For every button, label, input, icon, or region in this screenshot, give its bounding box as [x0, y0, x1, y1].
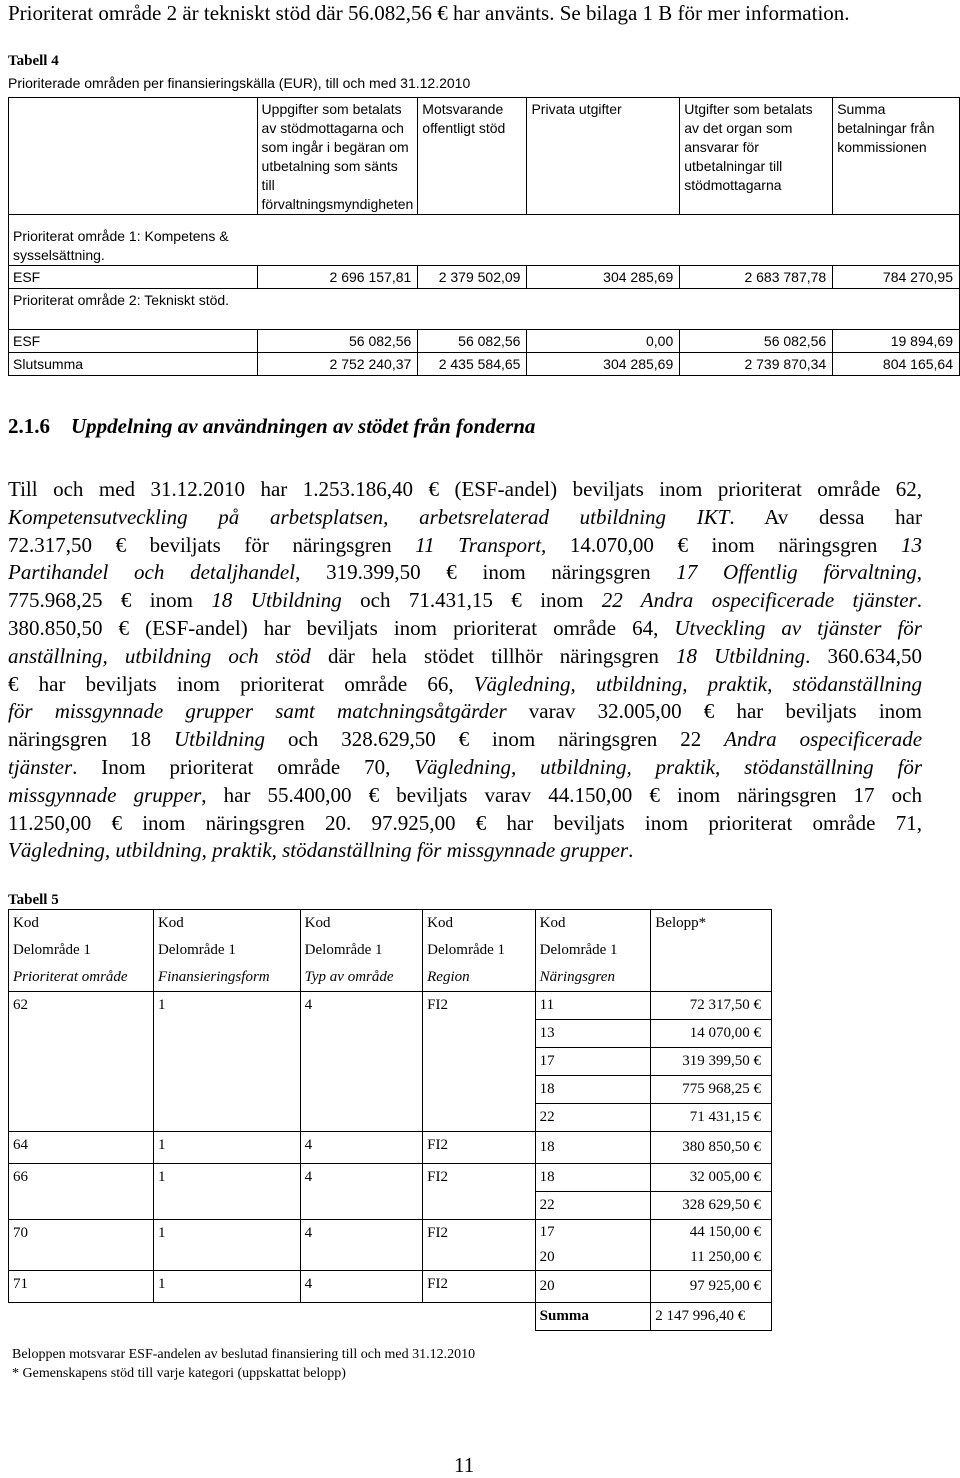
table5-row — [9, 1220, 772, 1271]
table4-row — [9, 289, 960, 330]
table5-cell: 1 — [153, 1220, 300, 1271]
body-text: . Av dessa har — [729, 504, 922, 529]
table5-cell: 1 — [153, 992, 300, 1132]
table5-header-row — [9, 964, 772, 992]
table4-spacer — [9, 215, 960, 226]
table5-row — [9, 1271, 772, 1303]
intro-paragraph: Prioriterat område 2 är tekniskt stöd där 56.082,56 € har använts. Se bilaga 1 B för mer information. — [8, 1, 850, 25]
table4-spacer-row — [9, 215, 960, 226]
table5-cell: 70 — [9, 1220, 154, 1271]
table5-amount-cell: 97 925,00 € — [651, 1271, 772, 1303]
table5-sector-cell: 11 — [535, 992, 651, 1020]
table5-header-cell: Delområde 1 — [535, 937, 651, 964]
table5-amount-cell: 328 629,50 € — [651, 1192, 772, 1220]
table5-sector-cell: 18 — [535, 1164, 651, 1192]
page-number: 11 — [454, 1453, 475, 1477]
body-italic-text: missgynnade grupper — [8, 782, 202, 807]
table5-amount-cell: 71 431,15 € — [651, 1104, 772, 1132]
body-text: , — [916, 560, 922, 585]
table5-amount-cell: 72 317,50 € — [651, 992, 772, 1020]
table5-header-cell: Prioriterat område — [9, 964, 154, 992]
table5-header-cell — [651, 964, 772, 992]
section-heading: 2.1.6 Uppdelning av användningen av stödet från fonderna — [8, 414, 536, 438]
body-text: 775.968,25 € inom — [8, 588, 212, 613]
table5-cell: 4 — [300, 1220, 422, 1271]
table4-row — [9, 225, 960, 266]
body-line — [8, 532, 922, 560]
body-text: , 319.399,50 € inom näringsgren — [295, 560, 677, 585]
table5-cell: 1 — [153, 1271, 300, 1303]
table5-row — [9, 992, 772, 1020]
table5-sector-cell: 20 — [535, 1271, 651, 1303]
table4-value-cell: 2 752 240,37 — [257, 353, 418, 376]
body-text: där hela stödet tillhör näringsgren — [310, 643, 676, 668]
body-paragraph — [8, 476, 922, 865]
table5-header-cell: Kod — [300, 910, 422, 938]
table4-row — [9, 266, 960, 289]
table5-amount-cell: 319 399,50 € — [651, 1048, 772, 1076]
table5-cell: FI2 — [423, 1132, 536, 1164]
body-text: . — [628, 838, 634, 863]
table4-row-label: Slutsumma — [9, 353, 258, 376]
table4-value-cell: 2 683 787,78 — [680, 266, 833, 289]
table5-header-cell: Typ av område — [300, 964, 422, 992]
body-text: . — [916, 588, 922, 613]
table4-header-cell: Motsvarande offentligt stöd — [418, 98, 527, 215]
table5-amount-cell: 14 070,00 € — [651, 1020, 772, 1048]
body-italic-text: Andra ospecificerade — [724, 727, 923, 752]
table5-header-row — [9, 910, 772, 938]
table5-cell: 71 — [9, 1271, 154, 1303]
table4-row-label: ESF — [9, 266, 258, 289]
table4-value-cell: 2 435 584,65 — [418, 353, 527, 376]
table4-header-cell: Summa betalningar från kommissionen — [833, 98, 960, 215]
body-text: 380.850,50 € (ESF-andel) har beviljats inom prioriterat område 64, — [8, 615, 675, 640]
table5-cell: 4 — [300, 1271, 422, 1303]
table5-sector-cell: 22 — [535, 1104, 651, 1132]
table5-cell: 66 — [9, 1164, 154, 1220]
body-line — [8, 559, 922, 587]
table4-header-row — [9, 98, 960, 215]
table4-value-cell: 2 739 870,34 — [680, 353, 833, 376]
table5 — [8, 909, 772, 1331]
body-text: . Inom prioriterat område 70, — [72, 754, 415, 779]
footnote-2: * Gemenskapens stöd till varje kategori (uppskattat belopp) — [12, 1366, 346, 1381]
body-line — [8, 476, 922, 504]
table5-cell: FI2 — [423, 1271, 536, 1303]
body-text: , har 55.400,00 € beviljats varav 44.150,00 € inom näringsgren 17 och — [201, 782, 922, 807]
body-italic-text: Utbildning — [174, 727, 266, 752]
table4-header-cell: Uppgifter som betalats av stödmottagarna och som ingår i begäran om utbetalning som sänts till förvaltningsmyndigheten — [257, 98, 418, 215]
table5-cell: 1 — [153, 1164, 300, 1220]
body-italic-text: Vägledning, utbildning, praktik, stödanställning — [473, 671, 922, 696]
table5-header-cell: Kod — [9, 910, 154, 938]
table4-value-cell: 784 270,95 — [833, 266, 960, 289]
table4-value-cell: 56 082,56 — [680, 330, 833, 353]
body-line — [8, 810, 922, 838]
table5-header-cell: Kod — [153, 910, 300, 938]
table5-header-cell: Finansieringsform — [153, 964, 300, 992]
body-italic-text: 18 Utbildning — [211, 588, 342, 613]
body-italic-text: Utveckling av tjänster för — [674, 615, 922, 640]
table5-header-cell: Belopp* — [651, 910, 772, 938]
footnote-1: Beloppen motsvarar ESF-andelen av beslutad finansiering till och med 31.12.2010 — [12, 1347, 476, 1362]
body-text: 11.250,00 € inom näringsgren 20. 97.925,00 € har beviljats inom prioriterat område 71, — [8, 810, 922, 835]
table5-cell: FI2 — [423, 1164, 536, 1220]
table5-amount-cell: 32 005,00 € — [651, 1164, 772, 1192]
table5-header-cell: Kod — [423, 910, 536, 938]
table5-header-cell: Delområde 1 — [423, 937, 536, 964]
body-line — [8, 726, 922, 754]
table5-sector-cell: 17 20 — [535, 1220, 651, 1271]
table4-section-label: Prioriterat område 1: Kompetens & sysselsättning. — [9, 225, 258, 266]
table5-header-cell: Kod — [535, 910, 651, 938]
table4-value-cell: 2 379 502,09 — [418, 266, 527, 289]
table4-value-cell: 804 165,64 — [833, 353, 960, 376]
table5-amount-cell: 44 150,00 € 11 250,00 € — [651, 1220, 772, 1271]
table5-header-row — [9, 937, 772, 964]
body-italic-text: 13 — [900, 532, 922, 557]
table5-row — [9, 1132, 772, 1164]
body-italic-text: Partihandel och detaljhandel — [8, 560, 296, 585]
table5-sector-cell: 22 — [535, 1192, 651, 1220]
table5-total-label: Summa — [535, 1303, 651, 1331]
table5-sector-cell: 13 — [535, 1020, 651, 1048]
body-text: och 328.629,50 € inom näringsgren 22 — [265, 727, 725, 752]
table5-amount-cell: 380 850,50 € — [651, 1132, 772, 1164]
table4-section-fill — [257, 225, 959, 266]
body-line — [8, 698, 922, 726]
body-line — [8, 782, 922, 810]
table5-amount-cell: 775 968,25 € — [651, 1076, 772, 1104]
table4-header-cell: Privata utgifter — [527, 98, 680, 215]
table5-cell: 4 — [300, 1164, 422, 1220]
table4-value-cell: 0,00 — [527, 330, 680, 353]
table4-value-cell: 304 285,69 — [527, 266, 680, 289]
body-italic-text: Vägledning, utbildning, praktik, stödanställning för missgynnade grupper — [8, 838, 629, 863]
table5-header-cell: Region — [423, 964, 536, 992]
table5-total-value: 2 147 996,40 € — [651, 1303, 772, 1331]
table5-cell: 1 — [153, 1132, 300, 1164]
table5-sector-cell: 17 — [535, 1048, 651, 1076]
table4-caption: Tabell 4 — [8, 53, 59, 69]
table4-value-cell: 304 285,69 — [527, 353, 680, 376]
body-line — [8, 754, 922, 782]
body-text: € har beviljats inom prioriterat område 66, — [8, 671, 474, 696]
table4-header-cell: Utgifter som betalats av det organ som ansvarar för utbetalningar till stödmottagarna — [680, 98, 833, 215]
table5-header-cell: Delområde 1 — [9, 937, 154, 964]
table4-section-label: Prioriterat område 2: Tekniskt stöd. — [9, 289, 258, 330]
body-text: Till och med 31.12.2010 har 1.253.186,40 € (ESF-andel) beviljats inom prioriterat område 62, — [8, 477, 922, 501]
table4 — [8, 97, 960, 376]
table5-header-cell: Delområde 1 — [300, 937, 422, 964]
table4-section-fill — [257, 289, 959, 330]
body-italic-text: för missgynnade grupper samt matchningsåtgärder — [8, 699, 507, 724]
table4-row — [9, 330, 960, 353]
table5-cell: 4 — [300, 992, 422, 1132]
table4-row-label: ESF — [9, 330, 258, 353]
table4-value-cell: 56 082,56 — [257, 330, 418, 353]
table4-subtitle: Prioriterade områden per finansieringskälla (EUR), till och med 31.12.2010 — [8, 75, 471, 91]
table5-sector-cell: 18 — [535, 1076, 651, 1104]
table5-caption: Tabell 5 — [8, 892, 59, 908]
table5-header-cell: Näringsgren — [535, 964, 651, 992]
body-line — [8, 587, 922, 615]
body-italic-text: 18 Utbildning — [675, 643, 806, 668]
table5-header-cell — [651, 937, 772, 964]
table4-value-cell: 2 696 157,81 — [257, 266, 418, 289]
table5-cell: FI2 — [423, 1220, 536, 1271]
body-italic-text: 17 Offentlig förvaltning — [676, 560, 917, 585]
table5-header-cell: Delområde 1 — [153, 937, 300, 964]
table5-row — [9, 1164, 772, 1192]
table5-cell: FI2 — [423, 992, 536, 1132]
body-text: varav 32.005,00 € har beviljats inom — [506, 699, 922, 724]
body-text: 72.317,50 € beviljats för näringsgren — [8, 532, 416, 557]
table4-value-cell: 56 082,56 — [418, 330, 527, 353]
table5-cell: 64 — [9, 1132, 154, 1164]
body-text: 14.070,00 € inom näringsgren — [546, 532, 901, 557]
table4-value-cell: 19 894,69 — [833, 330, 960, 353]
body-line — [8, 615, 922, 643]
table5-total-gap — [9, 1303, 536, 1331]
body-line — [8, 643, 922, 671]
table5-cell: 4 — [300, 1132, 422, 1164]
table5-total-row — [9, 1303, 772, 1331]
table5-cell: 62 — [9, 992, 154, 1132]
body-italic-text: tjänster — [8, 754, 73, 779]
body-text: och 71.431,15 € inom — [341, 588, 602, 613]
body-italic-text: Vägledning, utbildning, praktik, stödanställning för — [414, 754, 922, 779]
table4-header-blank — [9, 98, 258, 215]
body-italic-text: 22 Andra ospecificerade tjänster — [601, 588, 917, 613]
body-text: . 360.634,50 — [805, 643, 922, 668]
table5-sector-cell: 18 — [535, 1132, 651, 1164]
table4-row — [9, 353, 960, 376]
body-line — [8, 671, 922, 699]
body-line — [8, 837, 922, 865]
body-text: näringsgren 18 — [8, 727, 174, 752]
body-line — [8, 504, 922, 532]
body-italic-text: Kompetensutveckling på arbetsplatsen, arbetsrelaterad utbildning IKT — [8, 504, 730, 529]
body-italic-text: anställning, utbildning och stöd — [8, 643, 311, 668]
body-italic-text: 11 Transport, — [415, 532, 547, 557]
